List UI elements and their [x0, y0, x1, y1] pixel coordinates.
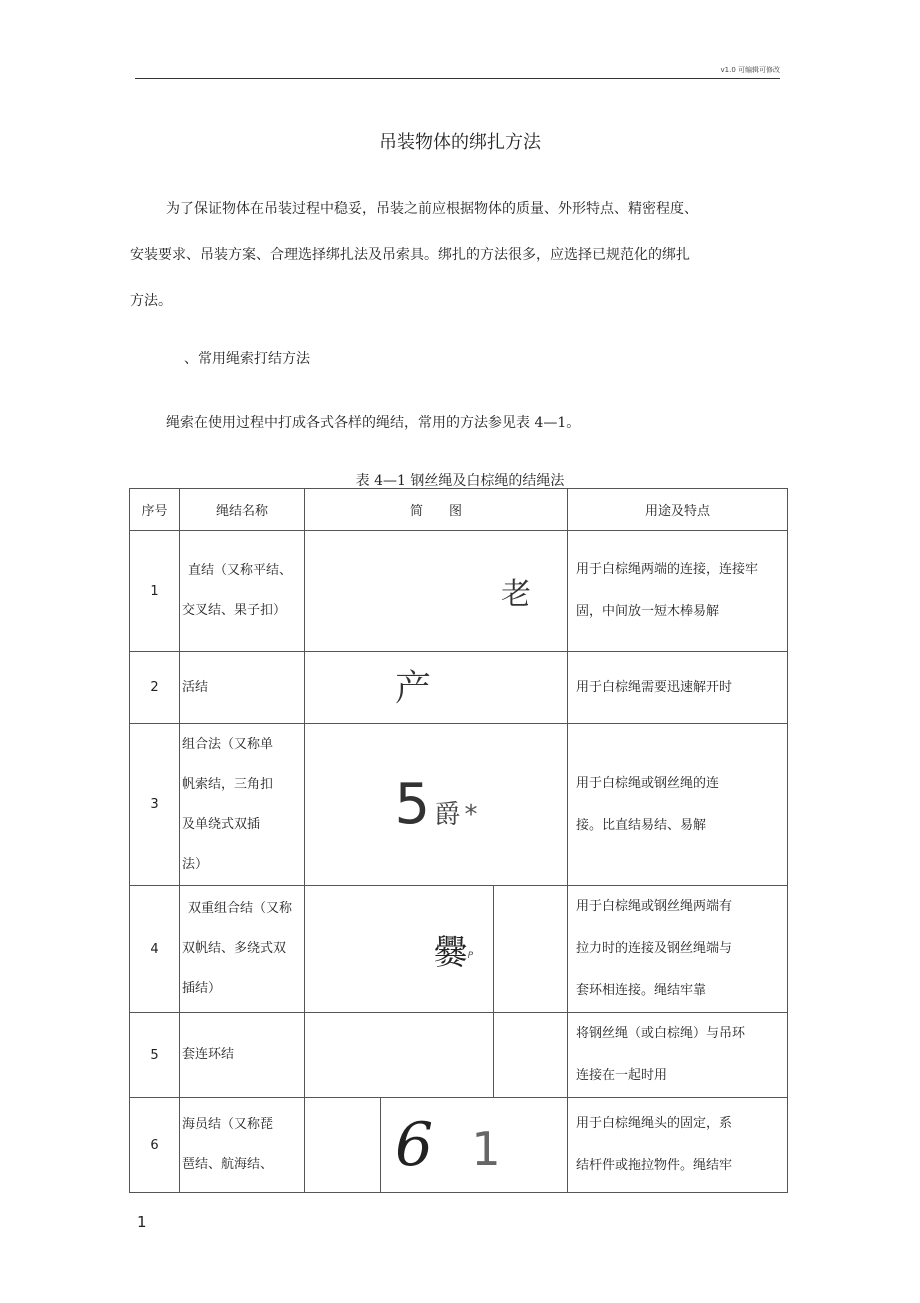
- row-name-line: 海员结（又称琵: [182, 1117, 274, 1132]
- row-use-line: 拉力时的连接及钢丝绳端与: [576, 941, 733, 956]
- row-diagram-empty: [305, 1098, 381, 1193]
- knot-table: [129, 488, 788, 1193]
- row-use-line: 用于白棕绳绳头的固定，系: [576, 1116, 733, 1131]
- intro-line-2: 安装要求、吊装方案、合理选择绑扎法及吊索具。绑扎的方法很多，应选择已规范化的绑扎: [130, 247, 690, 263]
- row-no: 3: [130, 724, 180, 886]
- header-name: 绳结名称: [180, 489, 305, 531]
- row-use: [568, 1013, 788, 1098]
- row-use: 用于白棕绳需要迅速解开时: [568, 652, 788, 724]
- row-name-line: 组合法（又称单: [182, 736, 274, 752]
- knot-diagram-glyph: 6: [395, 1110, 434, 1180]
- intro-line-1: 为了保证物体在吊装过程中稳妥，吊装之前应根据物体的质量、外形特点、精密程度、: [166, 201, 698, 217]
- row-use-line: 连接在一起时用: [576, 1068, 668, 1083]
- row-use: [568, 1098, 788, 1193]
- knot-diagram-glyph: 1: [471, 1122, 501, 1176]
- row-no: 4: [130, 886, 180, 1013]
- section-heading: 、常用绳索打结方法: [184, 351, 310, 367]
- row-name-line: 交叉结、果子扣）: [182, 603, 287, 618]
- table-row: [130, 886, 788, 1013]
- table-caption: 表 4—1 钢丝绳及白棕绳的结绳法: [355, 473, 565, 489]
- knot-diagram-glyph: *: [464, 800, 478, 830]
- table-row: [130, 531, 788, 652]
- row-use-line: 用于白棕绳两端的连接，连接牢: [576, 562, 759, 577]
- row-name-line: 双帆结、多绕式双: [182, 941, 287, 956]
- row-name: [180, 724, 305, 886]
- intro-line-3: 方法。: [130, 293, 172, 309]
- row-use-line: 将钢丝绳（或白棕绳）与吊环: [576, 1026, 746, 1041]
- table-row: [130, 1013, 788, 1098]
- row-name: [180, 886, 305, 1013]
- row-no: 2: [130, 652, 180, 724]
- knot-diagram-glyph: 爨: [433, 932, 468, 973]
- row-no: 1: [130, 531, 180, 652]
- row-diagram: [381, 1098, 568, 1193]
- row-diagram-empty: [494, 886, 568, 1013]
- row-use-line: 用于白棕绳或钢丝绳的连: [576, 775, 720, 791]
- row-diagram: [305, 652, 568, 724]
- row-no: 6: [130, 1098, 180, 1193]
- knot-diagram-glyph: 老: [501, 577, 531, 612]
- header-diagram: 简 图: [305, 489, 568, 531]
- header-note: v1.0 可编辑可修改: [720, 66, 780, 74]
- row-no: 5: [130, 1013, 180, 1098]
- row-diagram: [305, 886, 494, 1013]
- table-header-row: [130, 489, 788, 531]
- row-name-line: 琶结、航海结、: [182, 1157, 274, 1172]
- knot-diagram-mark: P: [467, 951, 473, 962]
- row-name: [180, 1098, 305, 1193]
- row-diagram-empty: [305, 1013, 494, 1098]
- section-text: 绳索在使用过程中打成各式各样的绳结，常用的方法参见表 4—1。: [166, 415, 581, 431]
- row-name-line: 双重组合结（又称: [188, 901, 293, 916]
- row-diagram-empty: [494, 1013, 568, 1098]
- header-use: 用途及特点: [568, 489, 788, 531]
- table-row: [130, 1098, 788, 1193]
- page-number: 1: [137, 1213, 147, 1231]
- row-name-line: 直结（又称平结、: [188, 563, 293, 578]
- table-row: [130, 724, 788, 886]
- row-name: 套连环结: [180, 1013, 305, 1098]
- row-name-line: 法）: [182, 856, 209, 872]
- row-name: [180, 531, 305, 652]
- row-use: [568, 724, 788, 886]
- knot-diagram-glyph: 5: [394, 772, 431, 837]
- row-name-line: 及单绕式双插: [182, 816, 261, 832]
- row-use-line: 接。比直结易结、易解: [576, 817, 707, 833]
- row-use: [568, 531, 788, 652]
- row-use: [568, 886, 788, 1013]
- intro-paragraph: [130, 186, 730, 324]
- row-use-line: 固，中间放一短木棒易解: [576, 604, 720, 619]
- row-diagram: [305, 724, 568, 886]
- row-use-line: 套环相连接。绳结牢靠: [576, 983, 707, 998]
- row-use-line: 用于白棕绳或钢丝绳两端有: [576, 899, 733, 914]
- row-name: 活结: [180, 652, 305, 724]
- knot-diagram-glyph: 产: [395, 668, 432, 709]
- knot-diagram-glyph: 爵: [434, 800, 461, 830]
- row-diagram: [305, 531, 568, 652]
- header-no: 序号: [130, 489, 180, 531]
- row-name-line: 插结）: [182, 981, 222, 996]
- header-rule: [135, 78, 780, 79]
- page-title: 吊装物体的绑扎方法: [379, 132, 541, 153]
- row-name-line: 帆索结，三角扣: [182, 776, 274, 792]
- row-use-line: 结杆件或拖拉物件。绳结牢: [576, 1158, 733, 1173]
- table-row: [130, 652, 788, 724]
